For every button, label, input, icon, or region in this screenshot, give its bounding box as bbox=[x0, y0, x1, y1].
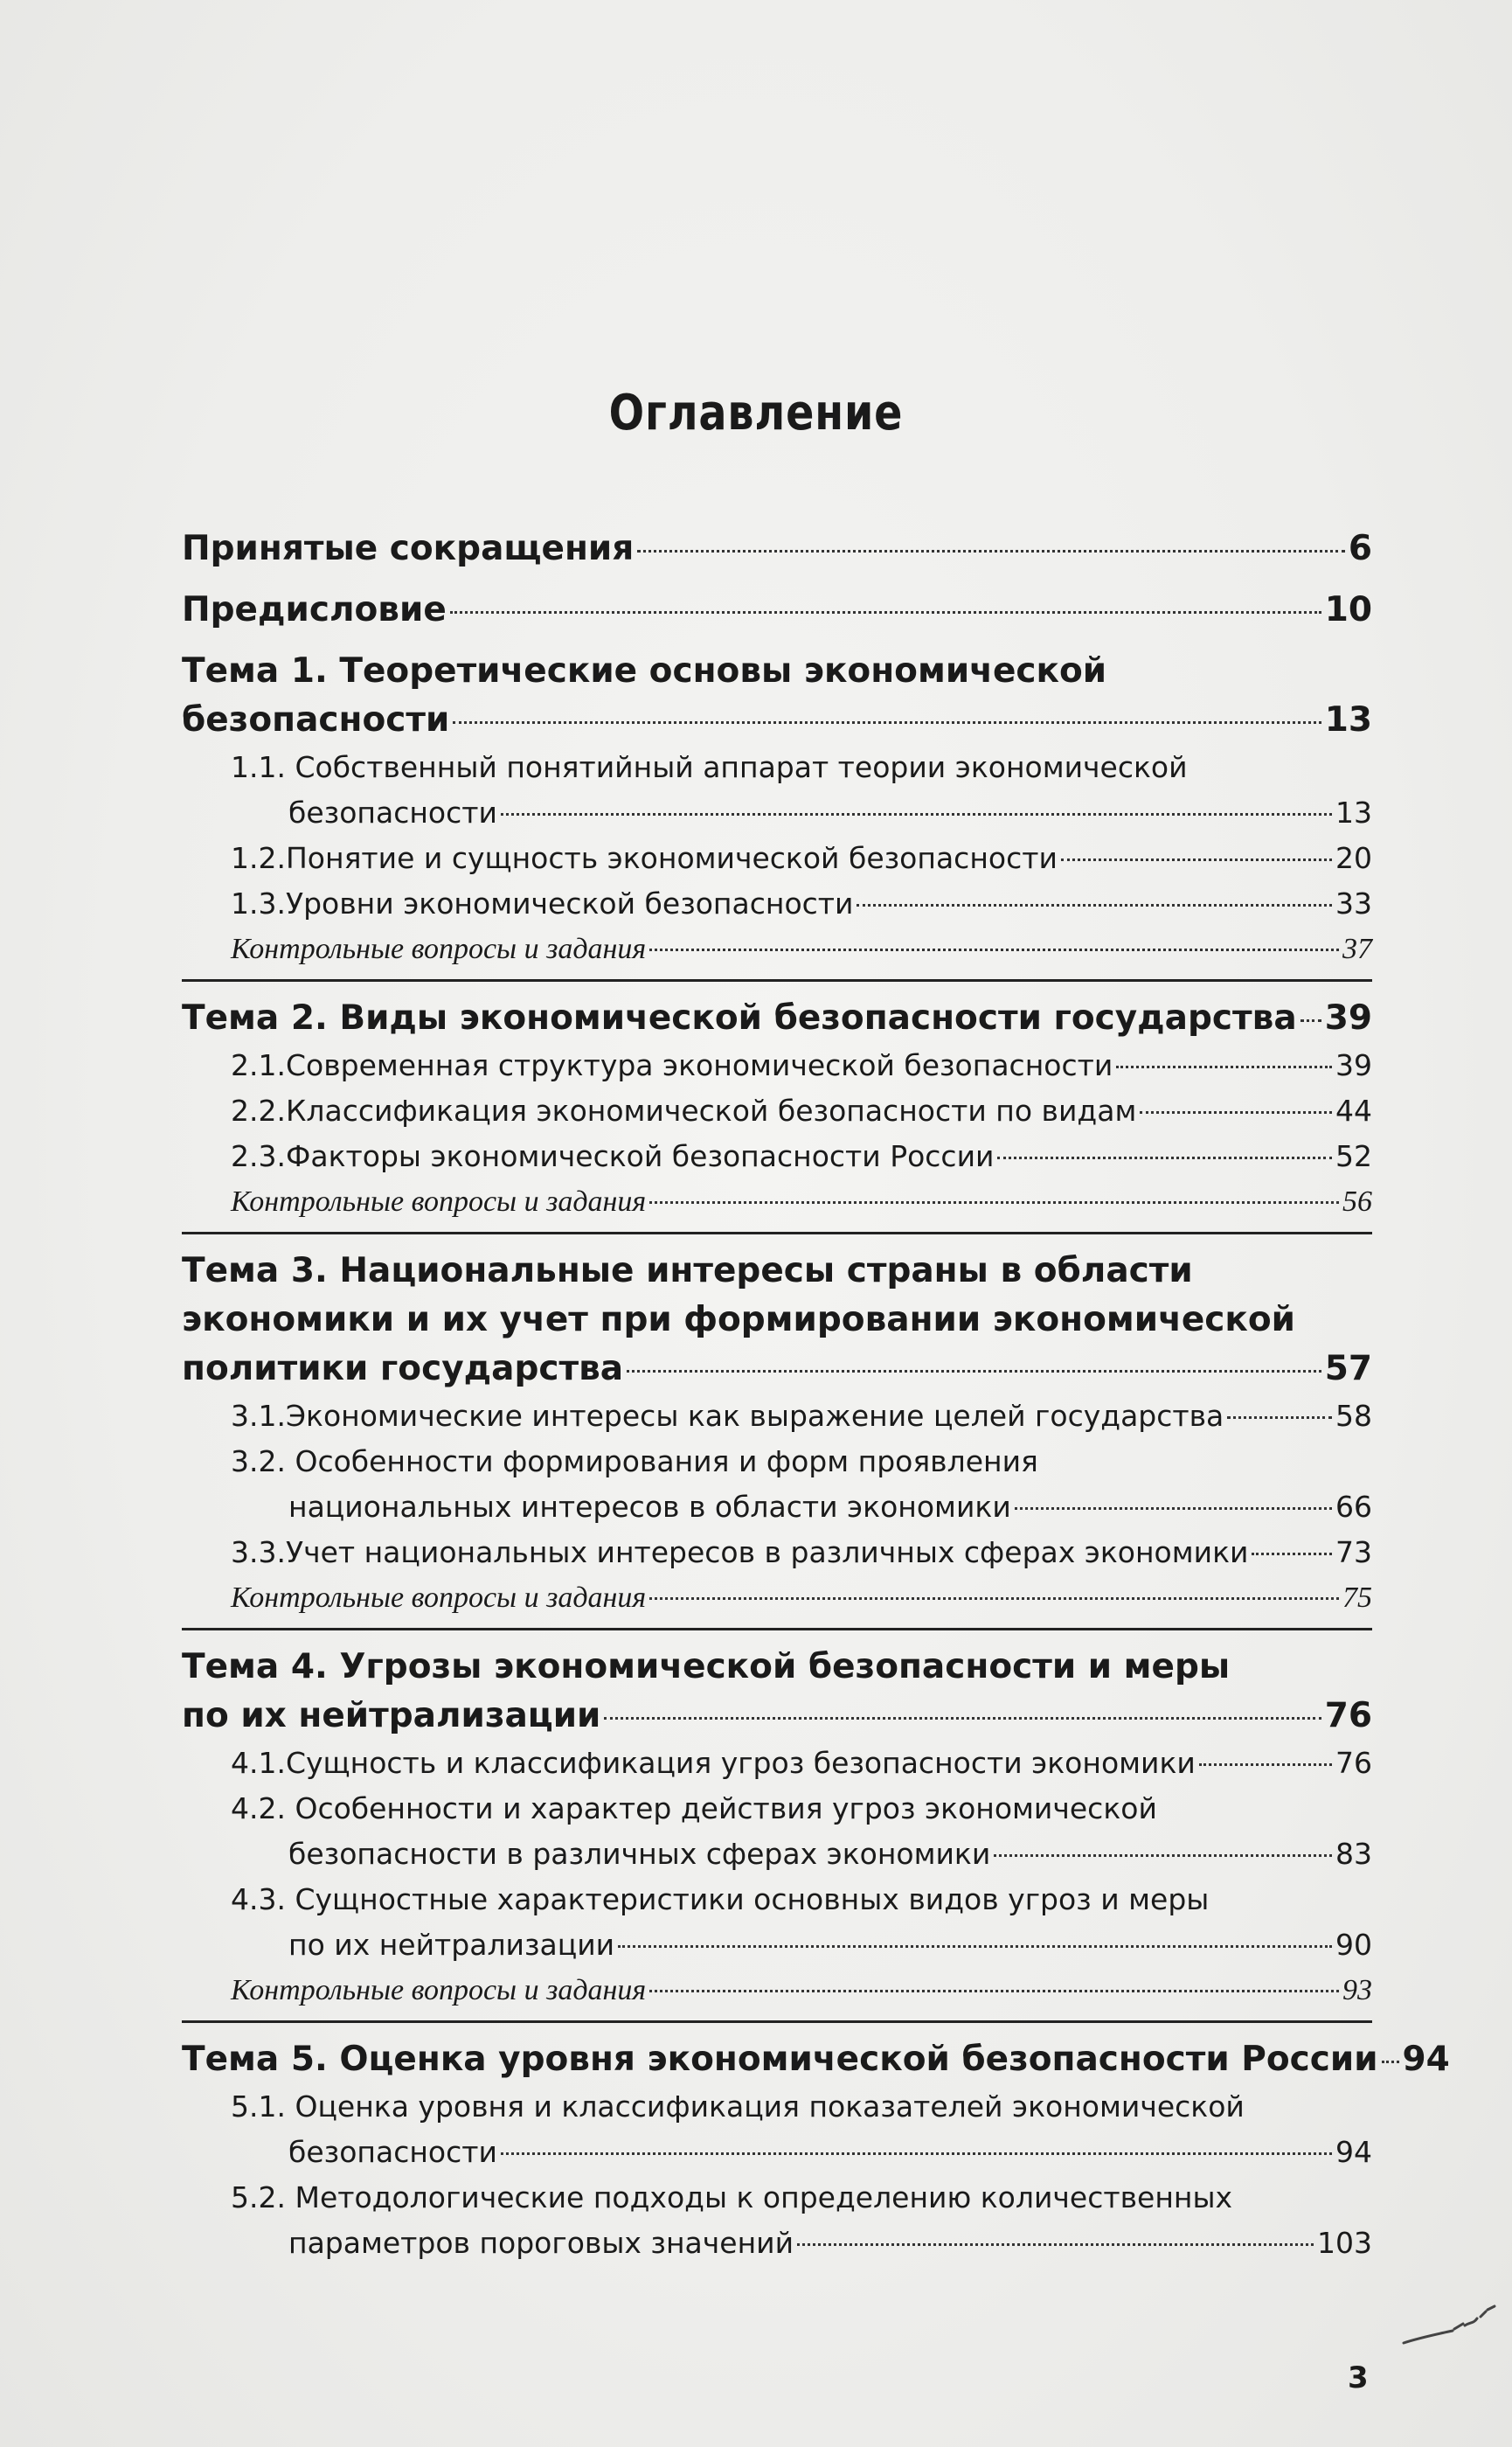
entry-text: Особенности и характер действия угроз экономической bbox=[295, 1791, 1157, 1825]
page-ref: 6 bbox=[1348, 529, 1372, 568]
dot-leader bbox=[1300, 1019, 1321, 1022]
dot-leader bbox=[994, 1854, 1332, 1857]
pencil-mark-icon bbox=[1402, 2299, 1498, 2352]
page-ref: 20 bbox=[1335, 841, 1372, 875]
page-ref: 52 bbox=[1335, 1139, 1372, 1173]
entry-text: Тема 3. Национальные интересы страны в области bbox=[182, 1251, 1193, 1290]
page-ref: 90 bbox=[1335, 1928, 1372, 1962]
toc-chapter-entry bbox=[182, 1643, 1372, 1741]
entry-text: Особенности формирования и форм проявления bbox=[295, 1444, 1038, 1478]
dot-leader bbox=[627, 1370, 1321, 1373]
entry-text: Контрольные вопросы и задания bbox=[231, 1582, 647, 1614]
dot-leader bbox=[649, 1201, 1339, 1204]
entry-text: Тема 5. Оценка уровня экономической безопасности России bbox=[182, 2040, 1378, 2079]
toc-section-entry bbox=[182, 1877, 1372, 1968]
section-number: 3.2. bbox=[231, 1444, 295, 1478]
section-divider bbox=[182, 2020, 1372, 2023]
page-ref: 94 bbox=[1402, 2040, 1450, 2079]
dot-leader bbox=[453, 721, 1321, 724]
toc-questions-entry bbox=[182, 1968, 1372, 2013]
toc-questions-entry bbox=[182, 927, 1372, 972]
toc-chapter-entry bbox=[182, 2035, 1450, 2084]
page-ref: 75 bbox=[1342, 1582, 1372, 1614]
page-ref: 39 bbox=[1335, 1048, 1372, 1082]
entry-text: Современная структура экономической безопасности bbox=[285, 1048, 1113, 1082]
toc-section-entry bbox=[182, 1134, 1372, 1179]
dot-leader bbox=[450, 611, 1321, 614]
toc-chapter-entry bbox=[182, 586, 1372, 635]
page-ref: 39 bbox=[1324, 998, 1372, 1038]
page-ref: 13 bbox=[1324, 700, 1372, 740]
page-ref: 44 bbox=[1335, 1094, 1372, 1128]
dot-leader bbox=[1116, 1066, 1332, 1068]
entry-text: Тема 4. Угрозы экономической безопасности и меры bbox=[182, 1647, 1231, 1686]
toc-section-entry bbox=[182, 1439, 1372, 1530]
dot-leader bbox=[649, 1597, 1339, 1600]
entry-text: Сущностные характеристики основных видов угроз и меры bbox=[295, 1882, 1210, 1916]
entry-text: безопасности в различных сферах экономики bbox=[288, 1837, 991, 1871]
toc-section-entry bbox=[182, 745, 1372, 836]
section-number: 1.3. bbox=[231, 886, 286, 921]
entry-text: безопасности bbox=[182, 700, 450, 740]
entry-text: Методологические подходы к определению количественных bbox=[295, 2180, 1233, 2214]
entry-text: по их нейтрализации bbox=[288, 1928, 615, 1962]
entry-text: безопасности bbox=[288, 796, 497, 830]
entry-text: Экономические интересы как выражение целей государства bbox=[285, 1399, 1224, 1433]
entry-text: Классификация экономической безопасности по видам bbox=[285, 1094, 1137, 1128]
page-ref: 93 bbox=[1342, 1974, 1372, 2006]
dot-leader bbox=[637, 550, 1345, 553]
toc-section-entry bbox=[182, 1741, 1372, 1786]
dot-leader bbox=[1252, 1553, 1332, 1555]
dot-leader bbox=[501, 813, 1332, 816]
page-ref: 58 bbox=[1335, 1399, 1372, 1433]
entry-text: Контрольные вопросы и задания bbox=[231, 933, 647, 965]
entry-text: Учет национальных интересов в различных сферах экономики bbox=[285, 1535, 1249, 1569]
entry-text: Контрольные вопросы и задания bbox=[231, 1185, 647, 1218]
section-number: 4.3. bbox=[231, 1882, 295, 1916]
page-ref: 94 bbox=[1335, 2135, 1372, 2169]
entry-text: Предисловие bbox=[182, 590, 447, 629]
entry-text: параметров пороговых значений bbox=[288, 2226, 794, 2260]
toc-section-entry bbox=[182, 1786, 1372, 1877]
section-number: 5.1. bbox=[231, 2089, 295, 2124]
entry-text: Факторы экономической безопасности России bbox=[285, 1139, 995, 1173]
toc-chapter-entry bbox=[182, 647, 1372, 745]
page-ref: 66 bbox=[1335, 1490, 1372, 1524]
entry-text: политики государства bbox=[182, 1349, 624, 1388]
dot-leader bbox=[1015, 1507, 1332, 1510]
entry-text: Собственный понятийный аппарат теории экономической bbox=[295, 750, 1188, 784]
page-ref: 76 bbox=[1335, 1746, 1372, 1780]
entry-text: безопасности bbox=[288, 2135, 497, 2169]
section-number: 2.2. bbox=[231, 1094, 286, 1128]
toc-section-entry bbox=[182, 1394, 1372, 1439]
dot-leader bbox=[1199, 1763, 1332, 1766]
entry-text: национальных интересов в области экономики bbox=[288, 1490, 1011, 1524]
section-divider bbox=[182, 979, 1372, 982]
toc-chapter-entry bbox=[182, 525, 1372, 574]
section-number: 3.1. bbox=[231, 1399, 286, 1433]
page-ref: 103 bbox=[1317, 2226, 1372, 2260]
toc-section-entry bbox=[182, 1530, 1372, 1575]
entry-text: экономики и их учет при формировании экономической bbox=[182, 1300, 1296, 1339]
toc-section-entry bbox=[182, 881, 1372, 927]
page-ref: 73 bbox=[1335, 1535, 1372, 1569]
toc-questions-entry bbox=[182, 1575, 1372, 1621]
entry-text: Оценка уровня и классификация показателей экономической bbox=[295, 2089, 1245, 2124]
page-number: 3 bbox=[1348, 2360, 1369, 2395]
entry-text: по их нейтрализации bbox=[182, 1696, 601, 1735]
toc-section-entry bbox=[182, 836, 1372, 881]
dot-leader bbox=[501, 2152, 1332, 2155]
section-number: 5.2. bbox=[231, 2180, 295, 2214]
entry-text: Уровни экономической безопасности bbox=[285, 886, 854, 921]
section-divider bbox=[182, 1628, 1372, 1630]
section-number: 2.1. bbox=[231, 1048, 286, 1082]
section-number: 1.1. bbox=[231, 750, 295, 784]
entry-text: Сущность и классификация угроз безопасности экономики bbox=[285, 1746, 1196, 1780]
section-number: 2.3. bbox=[231, 1139, 286, 1173]
toc-section-entry bbox=[182, 1043, 1372, 1088]
page-ref: 33 bbox=[1335, 886, 1372, 921]
section-number: 1.2. bbox=[231, 841, 286, 875]
page-title: Оглавление bbox=[608, 385, 904, 441]
page-ref: 37 bbox=[1342, 933, 1372, 965]
dot-leader bbox=[618, 1945, 1332, 1948]
entry-text: Контрольные вопросы и задания bbox=[231, 1974, 647, 2006]
entry-text: Тема 1. Теоретические основы экономической bbox=[182, 651, 1107, 691]
page-ref: 57 bbox=[1324, 1349, 1372, 1388]
section-number: 3.3. bbox=[231, 1535, 286, 1569]
toc-questions-entry bbox=[182, 1179, 1372, 1225]
page-ref: 76 bbox=[1324, 1696, 1372, 1735]
dot-leader bbox=[604, 1717, 1321, 1720]
page-ref: 13 bbox=[1335, 796, 1372, 830]
entry-text: Тема 2. Виды экономической безопасности государства bbox=[182, 998, 1297, 1038]
toc-section-entry bbox=[182, 1088, 1372, 1134]
page-ref: 83 bbox=[1335, 1837, 1372, 1871]
section-number: 4.2. bbox=[231, 1791, 295, 1825]
entry-text: Понятие и сущность экономической безопасности bbox=[285, 841, 1058, 875]
page-ref: 10 bbox=[1324, 590, 1372, 629]
dot-leader bbox=[1227, 1416, 1332, 1419]
dot-leader bbox=[1140, 1111, 1332, 1114]
section-number: 4.1. bbox=[231, 1746, 286, 1780]
entry-text: Принятые сокращения bbox=[182, 529, 635, 568]
dot-leader bbox=[1061, 859, 1332, 861]
dot-leader bbox=[649, 1990, 1339, 1992]
toc-chapter-entry bbox=[182, 994, 1372, 1043]
toc-chapter-entry bbox=[182, 1247, 1372, 1394]
dot-leader bbox=[649, 949, 1339, 951]
dot-leader bbox=[997, 1157, 1332, 1159]
table-of-contents bbox=[182, 525, 1450, 2266]
page-ref: 56 bbox=[1342, 1185, 1372, 1218]
dot-leader bbox=[1382, 2061, 1399, 2063]
toc-section-entry bbox=[182, 2175, 1372, 2266]
dot-leader bbox=[797, 2243, 1314, 2246]
dot-leader bbox=[857, 904, 1332, 907]
toc-section-entry bbox=[182, 2084, 1372, 2175]
section-divider bbox=[182, 1232, 1372, 1234]
